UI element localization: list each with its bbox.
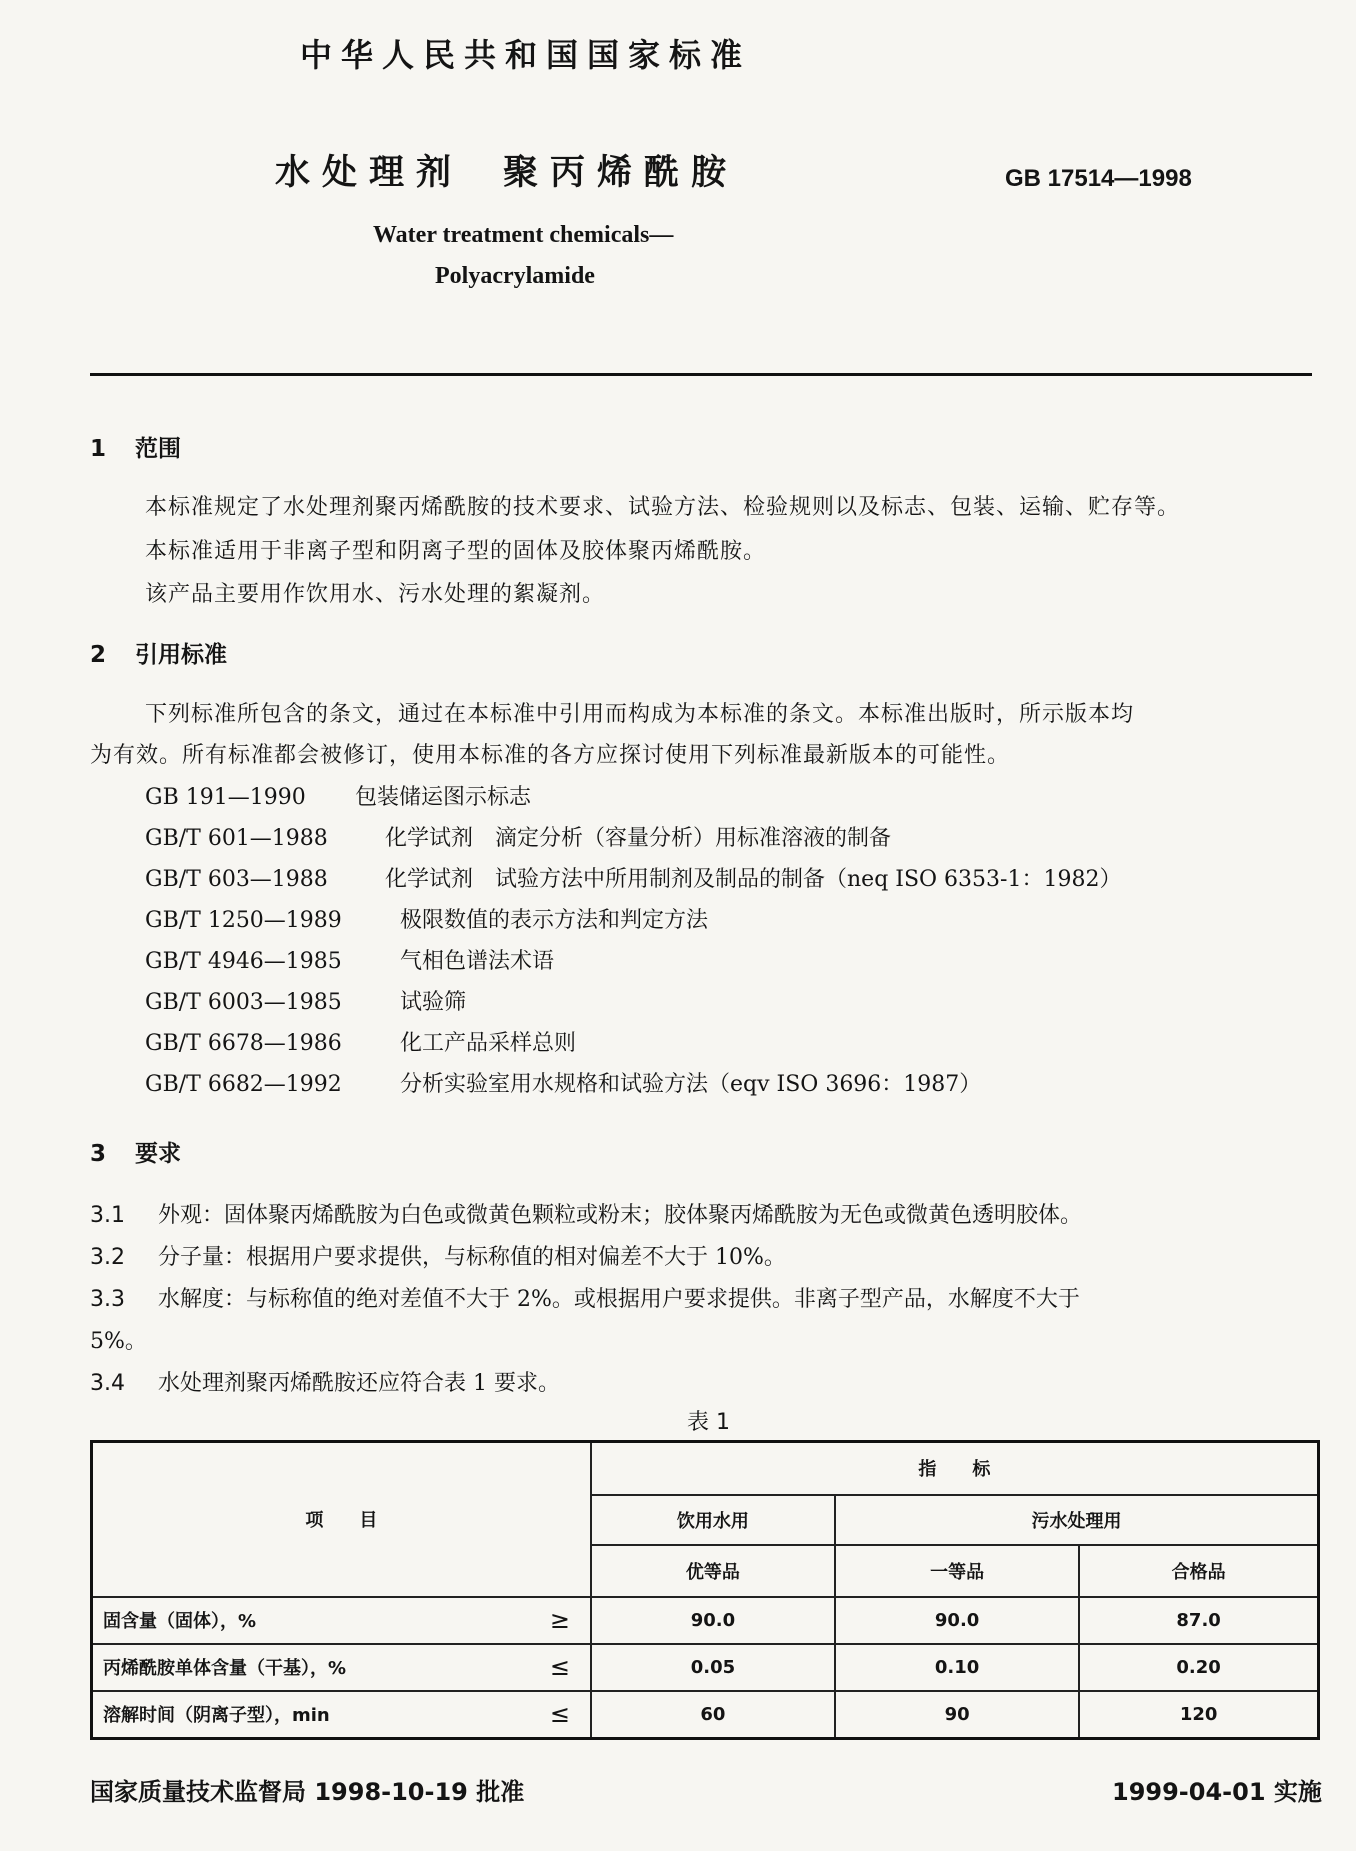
reference-item: GB/T 6682—1992 分析实验室用水规格和试验方法（eqv ISO 3696：1987） [145, 1072, 982, 1097]
reference-item: GB/T 6003—1985 试验筛 [145, 990, 467, 1015]
group-sewage: 污水处理用 [835, 1495, 1318, 1545]
section2-heading: 2 引用标准 [90, 642, 227, 668]
section2-intro-line2: 为有效。所有标准都会被修订，使用本标准的各方应探讨使用下列标准最新版本的可能性。 [90, 743, 1011, 768]
implementation-date: 1999-04-01 实施 [1112, 1778, 1322, 1806]
requirement-3-1: 3.1 外观：固体聚丙烯酰胺为白色或微黄色颗粒或粉末；胶体聚丙烯酰胺为无色或微黄色透明胶体。 [90, 1203, 1083, 1228]
section2-intro-line1: 下列标准所包含的条文，通过在本标准中引用而构成为本标准的条文。本标准出版时，所示版本均 [145, 702, 1135, 727]
requirement-3-2: 3.2 分子量：根据用户要求提供，与标称值的相对偏差不大于 10%。 [90, 1245, 786, 1270]
section1-heading: 1 范围 [90, 436, 181, 462]
grade-first: 一等品 [835, 1545, 1079, 1597]
header-index: 指 标 [591, 1442, 1319, 1495]
grade-qualified: 合格品 [1079, 1545, 1318, 1597]
section1-para3: 该产品主要用作饮用水、污水处理的絮凝剂。 [145, 582, 606, 607]
table-row: 溶解时间（阴离子型），min ≤ 60 90 120 [92, 1691, 1319, 1739]
title-part1: 水处理剂 [275, 153, 464, 193]
reference-item: GB/T 1250—1989 极限数值的表示方法和判定方法 [145, 908, 709, 933]
requirement-3-4: 3.4 水处理剂聚丙烯酰胺还应符合表 1 要求。 [90, 1371, 560, 1396]
title-part2: 聚丙烯酰胺 [503, 153, 739, 193]
requirement-3-3-continued: 5%。 [90, 1329, 147, 1354]
grade-superior: 优等品 [591, 1545, 835, 1597]
title-divider [90, 373, 1312, 376]
reference-item: GB/T 4946—1985 气相色谱法术语 [145, 949, 555, 974]
english-title-line2: Polyacrylamide [435, 263, 595, 289]
english-title-line1: Water treatment chemicals— [373, 222, 674, 248]
table-row: 固含量（固体），% ≥ 90.0 90.0 87.0 [92, 1597, 1319, 1644]
table-row: 丙烯酰胺单体含量（干基），% ≤ 0.05 0.10 0.20 [92, 1644, 1319, 1691]
requirements-table [90, 1440, 1320, 1740]
section1-para1: 本标准规定了水处理剂聚丙烯酰胺的技术要求、试验方法、检验规则以及标志、包装、运输、贮存等。 [145, 495, 1181, 520]
reference-item: GB/T 6678—1986 化工产品采样总则 [145, 1031, 577, 1056]
section3-heading: 3 要求 [90, 1141, 181, 1167]
standard-number: GB 17514—1998 [1005, 165, 1192, 192]
reference-item: GB/T 601—1988 化学试剂 滴定分析（容量分析）用标准溶液的制备 [145, 826, 892, 851]
reference-item: GB/T 603—1988 化学试剂 试验方法中所用制剂及制品的制备（neq ISO 6353-1：1982） [145, 867, 1122, 892]
document-header: 中华人民共和国国家标准 [300, 36, 752, 74]
table-caption: 表 1 [687, 1410, 730, 1435]
section1-para2: 本标准适用于非离子型和阴离子型的固体及胶体聚丙烯酰胺。 [145, 539, 767, 564]
requirement-3-3: 3.3 水解度：与标称值的绝对差值不大于 2%。或根据用户要求提供。非离子型产品，水解度不大于 [90, 1287, 1080, 1312]
header-item: 项 目 [92, 1442, 591, 1597]
chinese-title [275, 145, 738, 195]
group-drinking-water: 饮用水用 [591, 1495, 835, 1545]
approval-note: 国家质量技术监督局 1998-10-19 批准 [90, 1778, 525, 1806]
reference-item: GB 191—1990 包装储运图示标志 [145, 785, 532, 810]
